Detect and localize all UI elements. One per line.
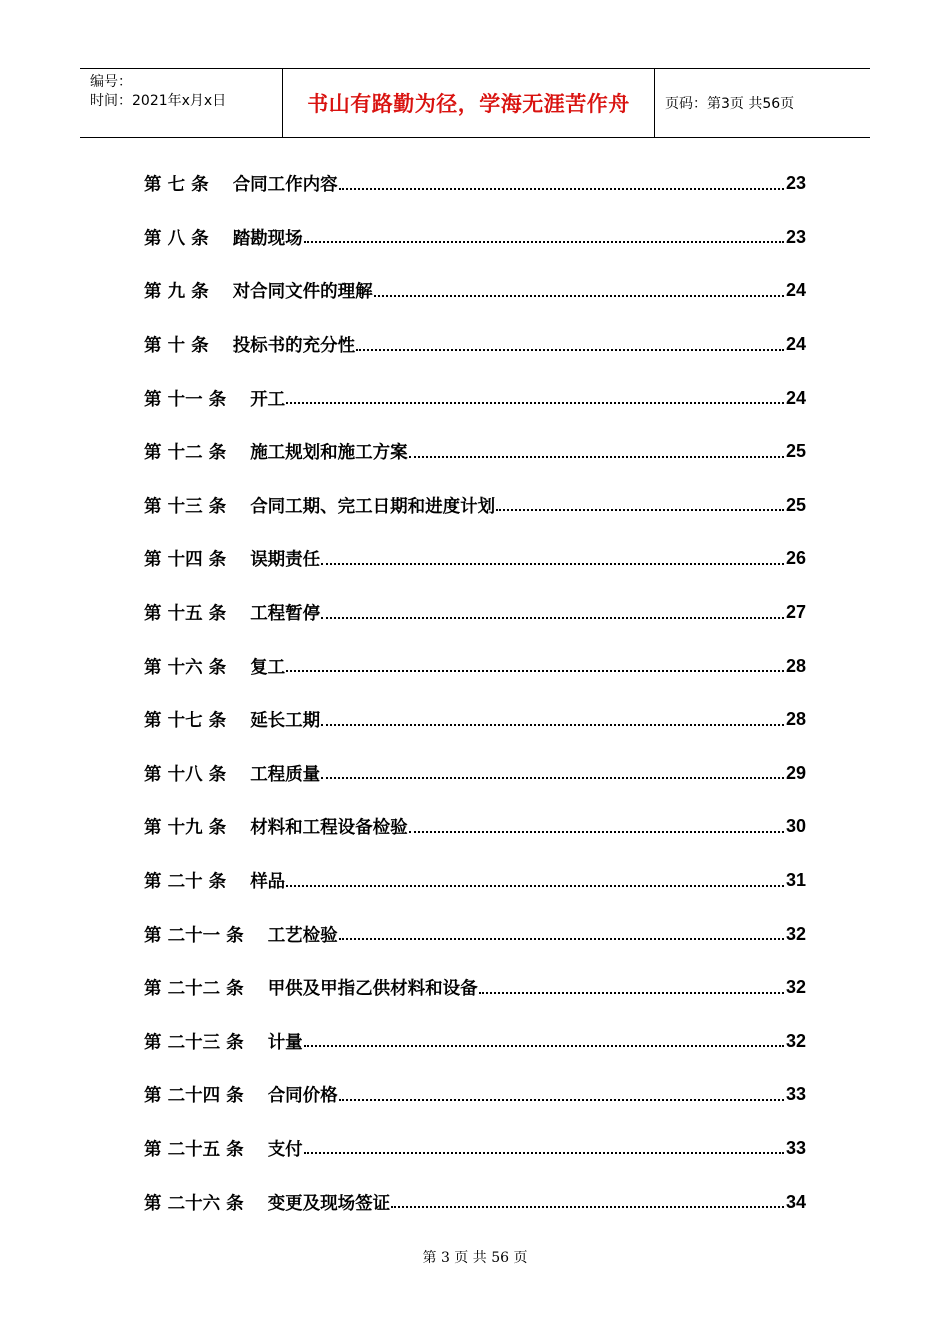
toc-entry[interactable] — [144, 961, 806, 1015]
toc-leader-dots — [304, 1152, 784, 1154]
toc-entry[interactable] — [144, 1068, 806, 1122]
toc-leader-dots — [286, 670, 784, 672]
toc-title: 对合同文件的理解 — [232, 282, 373, 303]
toc-article-number: 第 十六 条 — [144, 657, 227, 678]
toc-page-number: 27 — [785, 602, 806, 623]
toc-article-number: 第 二十二 条 — [144, 979, 244, 1000]
toc-page-number: 23 — [785, 173, 806, 194]
toc-entry[interactable] — [144, 693, 806, 747]
toc-leader-dots — [286, 885, 784, 887]
toc-title: 工艺检验 — [267, 925, 338, 946]
toc-article-number: 第 八 条 — [144, 228, 209, 249]
toc-leader-dots — [286, 402, 784, 404]
toc-page-number: 24 — [785, 334, 806, 355]
toc-article-number: 第 二十四 条 — [144, 1086, 244, 1107]
toc-article-number: 第 七 条 — [144, 175, 209, 196]
toc-article-number: 第 十四 条 — [144, 550, 227, 571]
time-label: 时间：2021年x月x日 — [90, 93, 227, 109]
toc-title: 工程暂停 — [250, 604, 321, 625]
toc-title: 样品 — [250, 872, 286, 893]
toc-entry[interactable] — [144, 318, 806, 372]
toc-article-number: 第 二十六 条 — [144, 1193, 244, 1214]
toc-entry[interactable] — [144, 854, 806, 908]
toc-page-number: 28 — [785, 655, 806, 676]
toc-entry[interactable] — [144, 425, 806, 479]
toc-page-number: 33 — [785, 1137, 806, 1158]
toc-leader-dots — [339, 188, 784, 190]
toc-title: 合同工期、完工日期和进度计划 — [250, 496, 496, 517]
toc-title: 甲供及甲指乙供材料和设备 — [267, 979, 478, 1000]
toc-page-number: 32 — [785, 923, 806, 944]
toc-leader-dots — [339, 938, 784, 940]
toc-entry[interactable] — [144, 1175, 806, 1229]
toc-title: 延长工期 — [250, 711, 321, 732]
toc-title: 合同工作内容 — [232, 175, 338, 196]
toc-leader-dots — [356, 349, 784, 351]
toc-leader-dots — [304, 241, 784, 243]
toc-article-number: 第 十一 条 — [144, 389, 227, 410]
toc-article-number: 第 十 条 — [144, 336, 209, 357]
toc-entry[interactable] — [144, 907, 806, 961]
header-page-info — [655, 69, 870, 137]
toc-page-number: 24 — [785, 387, 806, 408]
header-meta — [80, 69, 282, 137]
toc-leader-dots — [391, 1206, 784, 1208]
toc-page-number: 31 — [785, 870, 806, 891]
toc-title: 变更及现场签证 — [267, 1193, 391, 1214]
toc-leader-dots — [409, 456, 784, 458]
page-info: 页码：第3页 共56页 — [665, 96, 795, 112]
toc-article-number: 第 十八 条 — [144, 764, 227, 785]
toc-entry[interactable] — [144, 586, 806, 640]
toc-leader-dots — [321, 724, 784, 726]
toc-article-number: 第 二十五 条 — [144, 1139, 244, 1160]
toc-title: 工程质量 — [250, 764, 321, 785]
toc-entry[interactable] — [144, 1122, 806, 1176]
toc-page-number: 32 — [785, 1030, 806, 1051]
motto: 书山有路勤为径，学海无涯苦作舟 — [307, 92, 630, 116]
toc-title: 支付 — [267, 1139, 303, 1160]
toc-leader-dots — [321, 777, 784, 779]
toc-leader-dots — [304, 1045, 784, 1047]
toc-entry[interactable] — [144, 532, 806, 586]
toc-page-number: 26 — [785, 548, 806, 569]
toc-title: 合同价格 — [267, 1086, 338, 1107]
toc-entry[interactable] — [144, 747, 806, 801]
toc-entry[interactable] — [144, 264, 806, 318]
toc-page-number: 33 — [785, 1084, 806, 1105]
toc-page-number: 32 — [785, 977, 806, 998]
toc-leader-dots — [374, 295, 784, 297]
toc-title: 计量 — [267, 1032, 303, 1053]
footer-page-number: 第 3 页 共 56 页 — [422, 1250, 528, 1266]
toc-article-number: 第 二十一 条 — [144, 925, 244, 946]
toc-article-number: 第 十三 条 — [144, 496, 227, 517]
table-of-contents — [144, 157, 806, 1229]
toc-entry[interactable] — [144, 639, 806, 693]
toc-leader-dots — [321, 563, 784, 565]
toc-article-number: 第 二十 条 — [144, 872, 227, 893]
header-motto-cell — [282, 69, 655, 137]
toc-article-number: 第 十二 条 — [144, 443, 227, 464]
toc-leader-dots — [321, 617, 784, 619]
toc-title: 开工 — [250, 389, 286, 410]
toc-article-number: 第 九 条 — [144, 282, 209, 303]
page-header — [80, 68, 870, 138]
toc-title: 踏勘现场 — [232, 228, 303, 249]
toc-entry[interactable] — [144, 479, 806, 533]
toc-page-number: 28 — [785, 709, 806, 730]
toc-page-number: 30 — [785, 816, 806, 837]
toc-entry[interactable] — [144, 800, 806, 854]
toc-article-number: 第 二十三 条 — [144, 1032, 244, 1053]
toc-article-number: 第 十五 条 — [144, 604, 227, 625]
toc-article-number: 第 十九 条 — [144, 818, 227, 839]
page-footer — [0, 1247, 950, 1267]
toc-page-number: 34 — [785, 1191, 806, 1212]
toc-entry[interactable] — [144, 1015, 806, 1069]
toc-leader-dots — [339, 1099, 784, 1101]
toc-entry[interactable] — [144, 157, 806, 211]
toc-title: 误期责任 — [250, 550, 321, 571]
toc-leader-dots — [479, 992, 784, 994]
toc-article-number: 第 十七 条 — [144, 711, 227, 732]
toc-page-number: 23 — [785, 226, 806, 247]
toc-entry[interactable] — [144, 211, 806, 265]
toc-title: 投标书的充分性 — [232, 336, 356, 357]
code-label: 编号： — [90, 74, 132, 90]
toc-page-number: 25 — [785, 494, 806, 515]
toc-leader-dots — [409, 831, 784, 833]
toc-page-number: 29 — [785, 762, 806, 783]
toc-title: 施工规划和施工方案 — [250, 443, 408, 464]
toc-page-number: 24 — [785, 280, 806, 301]
toc-page-number: 25 — [785, 441, 806, 462]
toc-leader-dots — [496, 509, 784, 511]
toc-title: 复工 — [250, 657, 286, 678]
toc-title: 材料和工程设备检验 — [250, 818, 408, 839]
toc-entry[interactable] — [144, 371, 806, 425]
